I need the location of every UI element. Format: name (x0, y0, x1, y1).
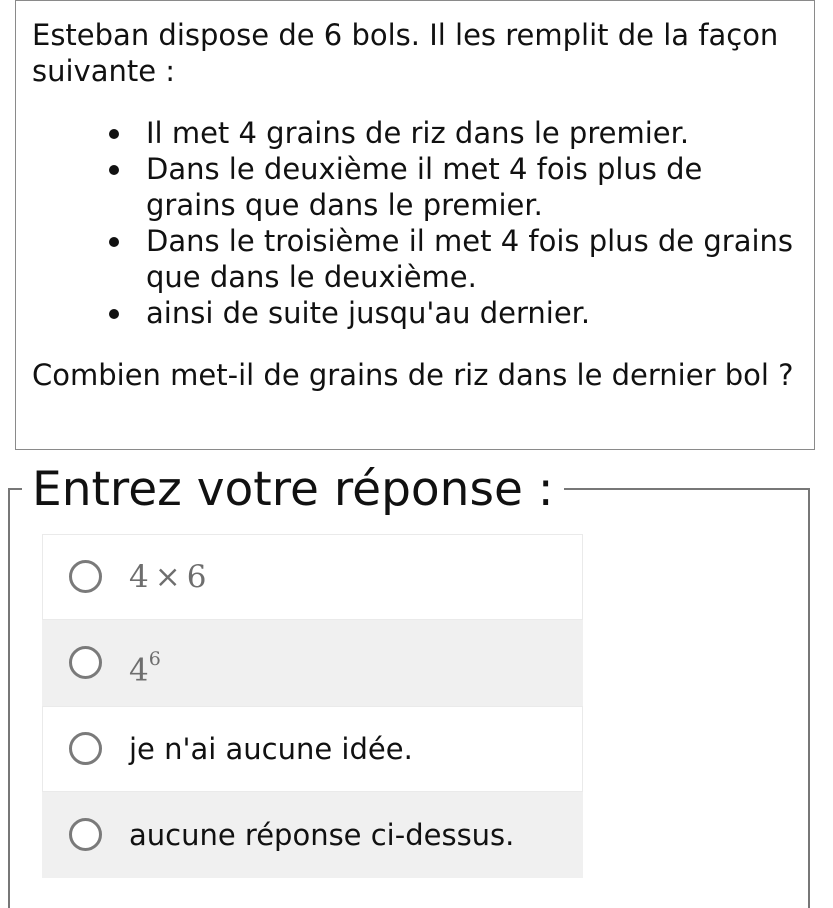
question-step-text: Il met 4 grains de riz dans le premier. (146, 116, 690, 150)
question-intro: Esteban dispose de 6 bols. Il les remplit de la façon suivante : (32, 18, 779, 88)
answer-options (42, 534, 583, 878)
question-step (146, 295, 800, 331)
answer-fieldset (8, 462, 810, 908)
radio-button[interactable] (69, 560, 102, 593)
option-label: je n'ai aucune idée. (129, 732, 413, 766)
radio-button[interactable] (69, 646, 102, 679)
answer-option-none-above[interactable] (42, 792, 583, 878)
option-math-label (129, 557, 206, 597)
math-base: 4 (129, 652, 149, 689)
bullet-icon (109, 129, 119, 139)
radio-button[interactable] (69, 818, 102, 851)
option-label: aucune réponse ci-dessus. (129, 818, 515, 852)
question-step (146, 223, 800, 295)
bullet-icon (109, 309, 119, 319)
math-operand: 6 (186, 559, 207, 595)
question-step-text: Dans le troisième il met 4 fois plus de grains que dans le deuxième. (146, 224, 794, 294)
question-prompt: Combien met-il de grains de riz dans le dernier bol ? (32, 358, 794, 392)
question-step-text: Dans le deuxième il met 4 fois plus de grains que dans le premier. (146, 152, 703, 222)
bullet-icon (109, 237, 119, 247)
math-base: 4 (129, 559, 149, 595)
question-step (146, 115, 800, 151)
math-operator: × (154, 559, 181, 595)
answer-option-4-power-6[interactable] (42, 620, 583, 706)
math-exponent: 6 (148, 648, 161, 670)
bullet-icon (109, 165, 119, 175)
option-math-label (129, 643, 161, 690)
question-step-text: ainsi de suite jusqu'au dernier. (146, 296, 591, 330)
answer-option-no-idea[interactable] (42, 706, 583, 792)
radio-button[interactable] (69, 732, 102, 765)
answer-legend: Entrez votre réponse : (22, 462, 564, 518)
question-box (15, 0, 815, 450)
question-step (146, 151, 800, 223)
question-steps-list (32, 115, 800, 331)
answer-option-4-times-6[interactable] (42, 534, 583, 620)
